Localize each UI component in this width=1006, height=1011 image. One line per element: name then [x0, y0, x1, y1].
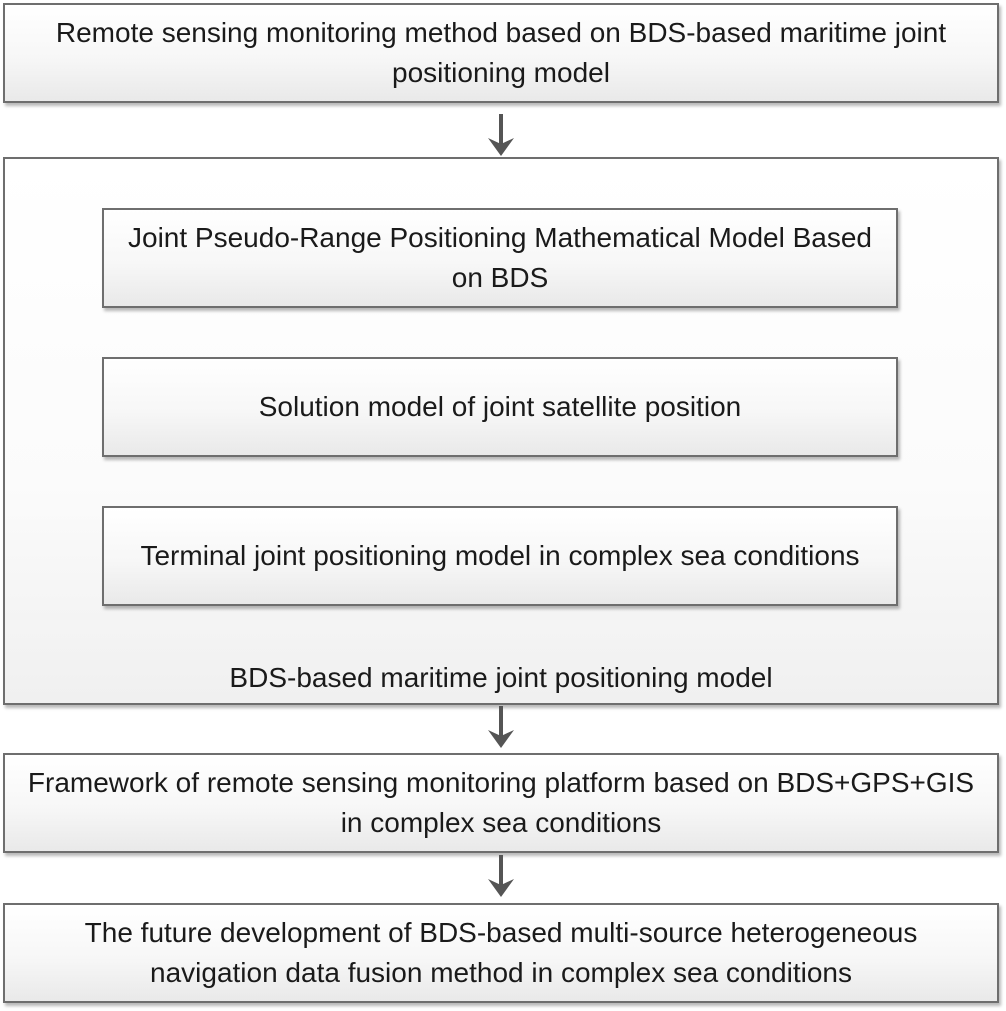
model-item-label: Solution model of joint satellite position — [258, 391, 742, 422]
future-development-text: The future development of BDS-based multi-source heterogeneous navigation data fusion method in complex sea conditions — [84, 917, 918, 988]
model-item-satellite-position — [102, 357, 898, 457]
framework-box — [3, 753, 999, 853]
future-development-box — [3, 903, 999, 1003]
framework-text: Framework of remote sensing monitoring platform based on BDS+GPS+GIS in complex sea conditions — [27, 767, 975, 838]
model-item-label: Terminal joint positioning model in complex sea conditions — [140, 540, 860, 571]
model-group-container — [3, 157, 999, 705]
model-group-label: BDS-based maritime joint positioning model — [229, 662, 773, 693]
model-item-pseudo-range — [102, 208, 898, 308]
model-item-label: Joint Pseudo-Range Positioning Mathematical Model Based on BDS — [128, 222, 872, 293]
top-method-text: Remote sensing monitoring method based on BDS-based maritime joint positioning model — [55, 17, 947, 88]
model-item-terminal-positioning — [102, 506, 898, 606]
top-method-box — [3, 3, 999, 103]
arrow-down-icon — [486, 114, 516, 158]
arrow-down-icon — [486, 855, 516, 899]
arrow-down-icon — [486, 706, 516, 750]
